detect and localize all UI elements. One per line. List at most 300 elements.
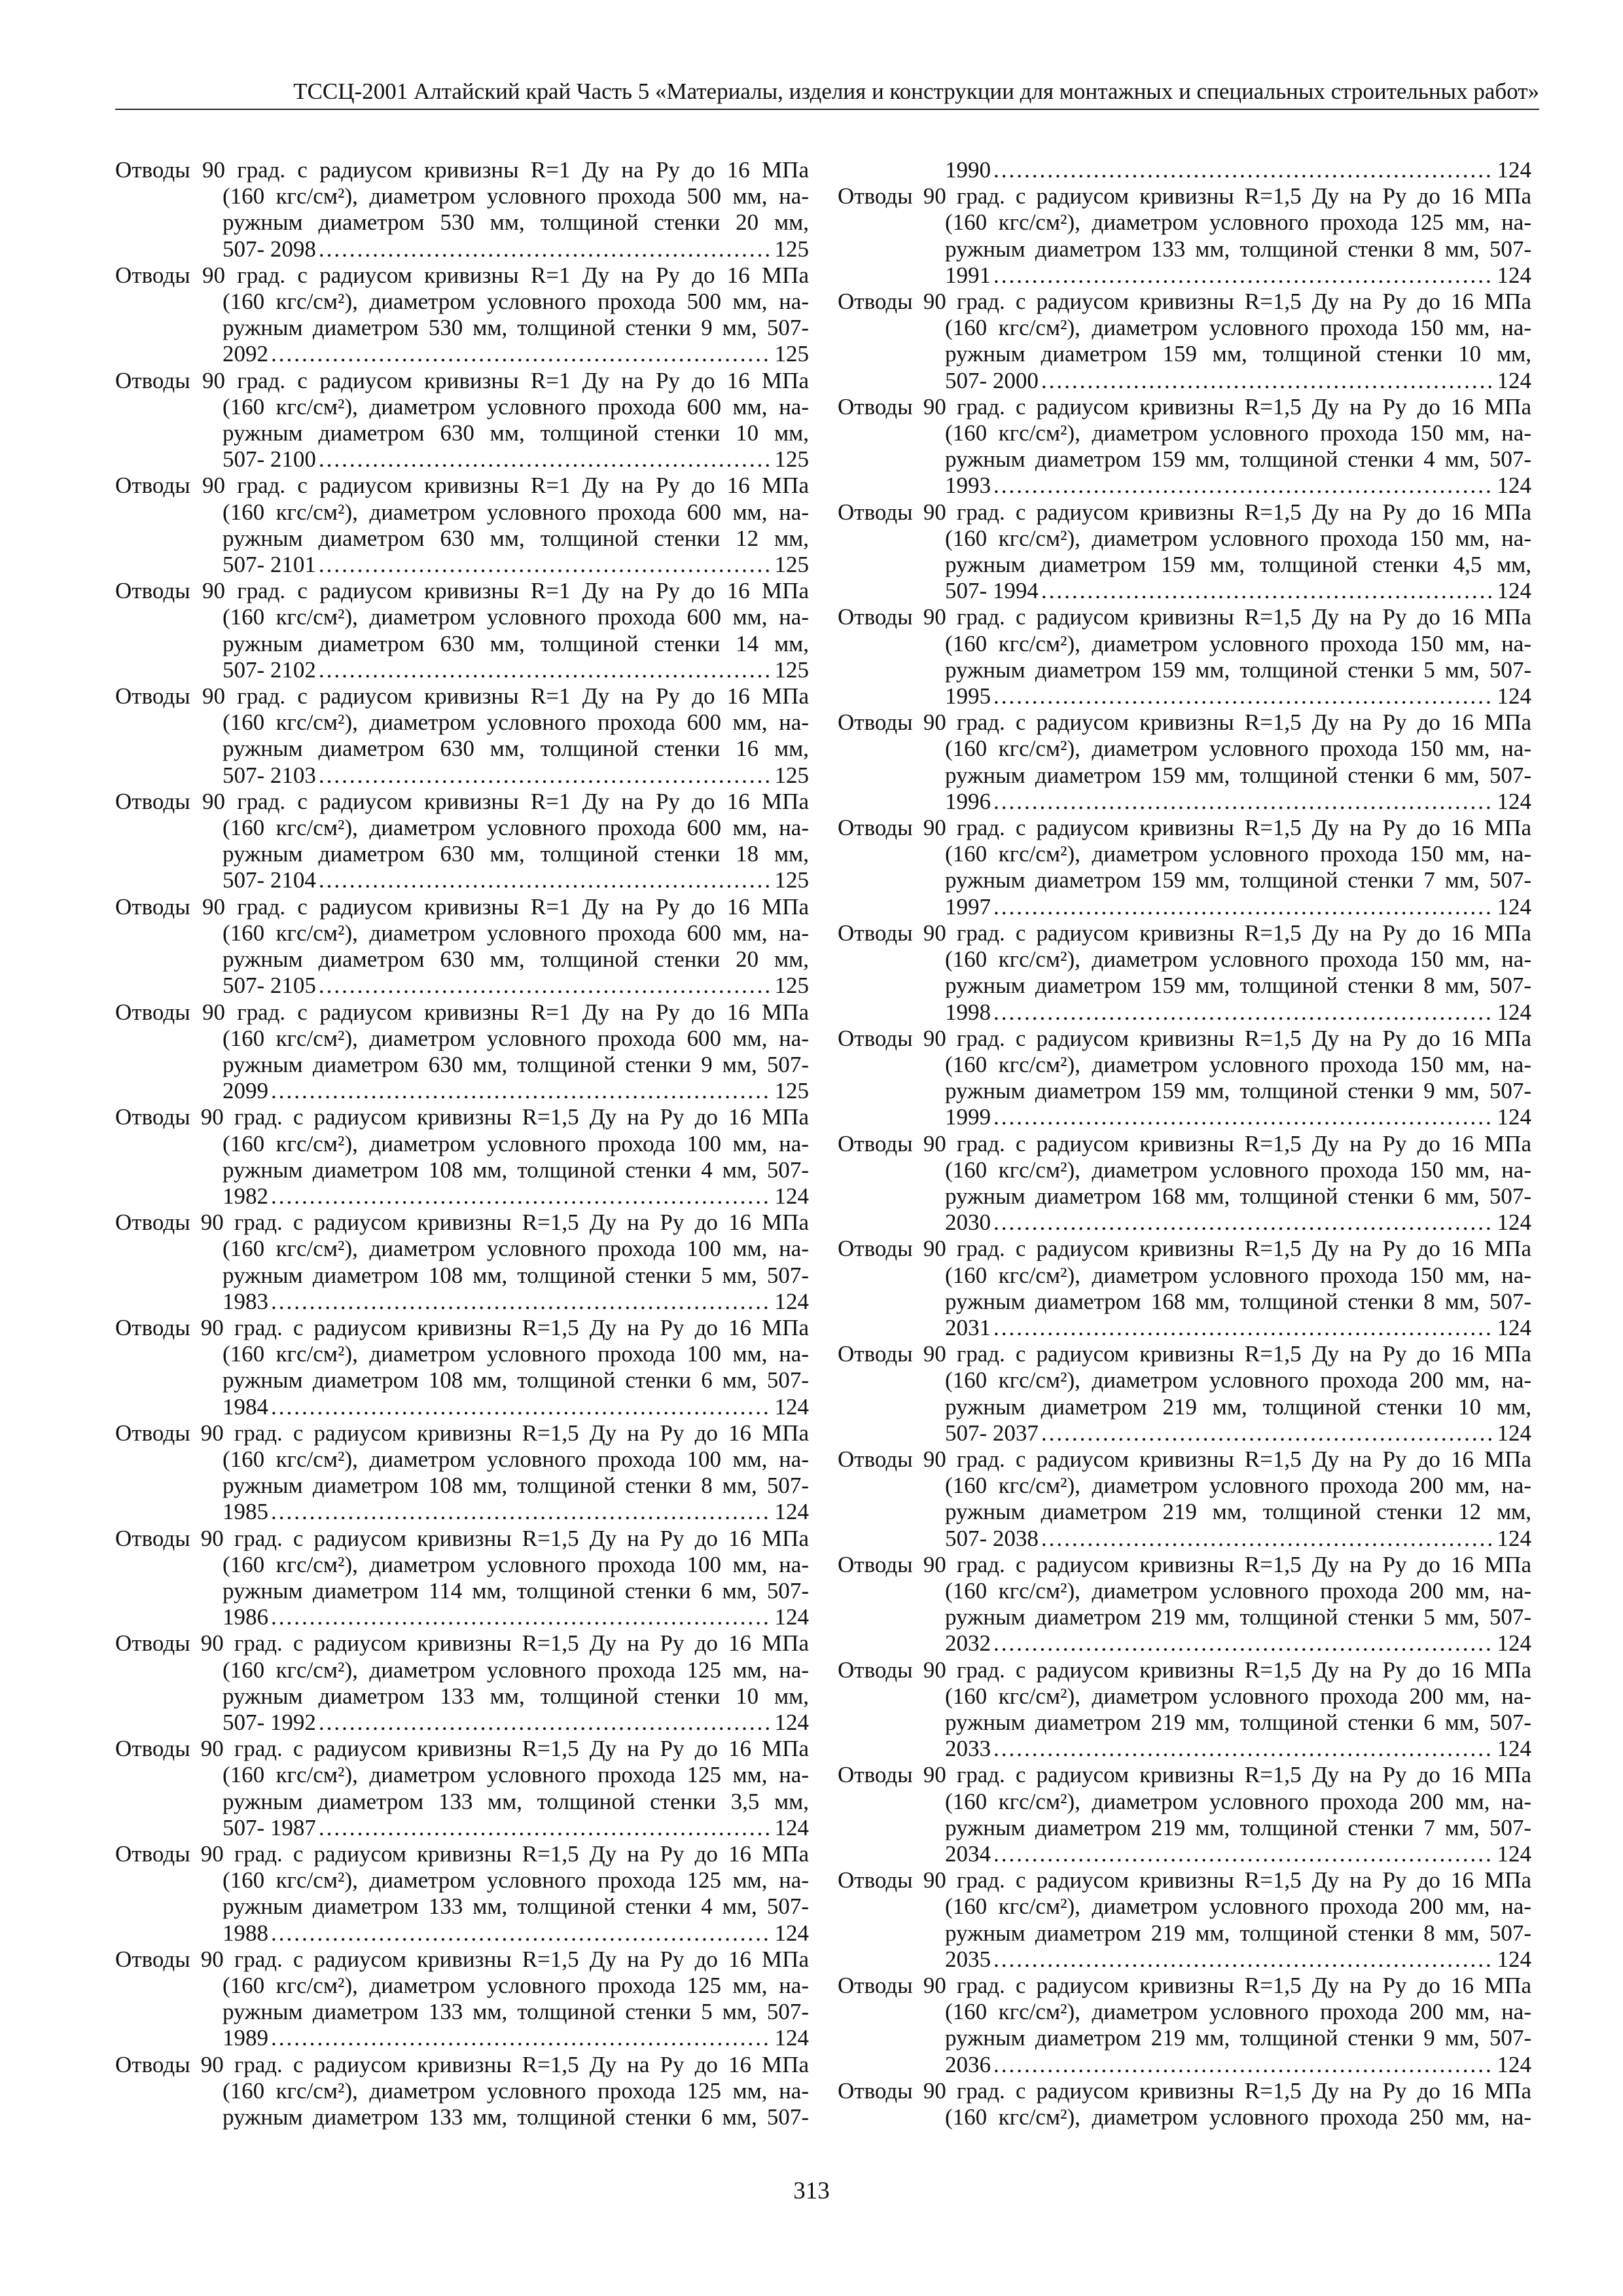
entry-code: 2033 [945, 1736, 991, 1762]
entry-code: 1996 [945, 788, 991, 814]
entry-reference [115, 1394, 809, 1420]
entry-text: (160 кгс/см²), диаметром условного прохода 200 мм, на- [945, 1367, 1531, 1393]
entry-reference [115, 1183, 809, 1210]
index-entry [838, 1552, 1531, 1657]
dot-leader [271, 1499, 772, 1525]
entry-text: (160 кгс/см²), диаметром условного прохода 200 мм, на- [945, 1999, 1531, 2025]
entry-page: 124 [774, 1393, 809, 1420]
entry-code: 2092 [223, 341, 268, 367]
entry-text: ружным диаметром 219 мм, толщиной стенки 10 мм, [945, 1393, 1531, 1420]
entry-text: ружным диаметром 159 мм, толщиной стенки 7 мм, 507- [945, 867, 1531, 893]
dot-leader [993, 1736, 1495, 1762]
dot-leader [319, 446, 772, 473]
entry-reference [115, 1604, 809, 1630]
entry-page: 124 [1497, 2051, 1531, 2077]
entry-text: (160 кгс/см²), диаметром условного прохода 150 мм, на- [945, 420, 1531, 446]
dot-leader [319, 657, 772, 683]
entry-code: 1984 [223, 1393, 268, 1420]
entry-code: 2035 [945, 1946, 991, 1972]
entry-code: 1982 [223, 1183, 268, 1209]
entry-code: 507- 2098 [223, 236, 316, 262]
entry-text: (160 кгс/см²), диаметром условного прохода 500 мм, на- [223, 183, 809, 209]
dot-leader [319, 1710, 772, 1736]
entry-text: ружным диаметром 219 мм, толщиной стенки 6 мм, 507- [945, 1709, 1531, 1735]
entry-page: 125 [774, 867, 809, 893]
entry-reference [838, 473, 1531, 499]
entry-text: (160 кгс/см²), диаметром условного прохода 600 мм, на- [223, 604, 809, 630]
entry-title: Отводы 90 град. с радиусом кривизны R=1,5 Ду на Ру до 16 МПа [115, 1525, 809, 1551]
entry-code: 507- 1992 [223, 1709, 316, 1735]
entry-text: ружным диаметром 630 мм, толщиной стенки 14 мм, [223, 630, 809, 656]
dot-leader [993, 999, 1495, 1026]
entry-page: 124 [1497, 1210, 1531, 1236]
entry-text: ружным диаметром 159 мм, толщиной стенки 8 мм, 507- [945, 973, 1531, 999]
index-entry [115, 894, 809, 999]
entry-reference [115, 657, 809, 683]
entry-text: ружным диаметром 133 мм, толщиной стенки 6 мм, 507- [223, 2104, 809, 2130]
entry-code: 1997 [945, 893, 991, 920]
entry-code: 507- 2101 [223, 552, 316, 578]
entry-code: 2034 [945, 1841, 991, 1867]
index-entry [838, 920, 1531, 1026]
entry-title: Отводы 90 град. с радиусом кривизны R=1,5 Ду на Ру до 16 МПа [115, 1946, 809, 1972]
entry-page: 124 [1497, 262, 1531, 288]
entry-page: 124 [1497, 1946, 1531, 1972]
entry-text: (160 кгс/см²), диаметром условного прохода 600 мм, на- [223, 815, 809, 841]
entry-text: ружным диаметром 108 мм, толщиной стенки 4 мм, 507- [223, 1157, 809, 1183]
entry-code: 1999 [945, 1104, 991, 1130]
entry-title: Отводы 90 град. с радиусом кривизны R=1,5 Ду на Ру до 16 МПа [838, 1130, 1531, 1157]
entry-text: (160 кгс/см²), диаметром условного прохода 150 мм, на- [945, 736, 1531, 762]
entry-text: ружным диаметром 630 мм, толщиной стенки 9 мм, 507- [223, 1051, 809, 1077]
entry-page: 124 [1497, 1420, 1531, 1446]
entry-page: 124 [1497, 1630, 1531, 1657]
entry-text: (160 кгс/см²), диаметром условного прохода 600 мм, на- [223, 920, 809, 946]
index-entry [115, 1841, 809, 1946]
entry-title: Отводы 90 град. с радиусом кривизны R=1,5 Ду на Ру до 16 МПа [838, 1551, 1531, 1577]
entry-title: Отводы 90 град. с радиусом кривизны R=1,5 Ду на Ру до 16 МПа [838, 1236, 1531, 1262]
entry-page: 125 [774, 656, 809, 683]
entry-text: (160 кгс/см²), диаметром условного прохода 150 мм, на- [945, 946, 1531, 973]
entry-text: ружным диаметром 530 мм, толщиной стенки 9 мм, 507- [223, 315, 809, 341]
dot-leader [1041, 1420, 1495, 1446]
index-entry [115, 1420, 809, 1526]
entry-text: ружным диаметром 159 мм, толщиной стенки 10 мм, [945, 341, 1531, 367]
index-entry [838, 1026, 1531, 1131]
entry-title: Отводы 90 град. с радиусом кривизны R=1,5 Ду на Ру до 16 МПа [115, 1630, 809, 1657]
entry-page: 124 [774, 1499, 809, 1525]
entry-text: ружным диаметром 219 мм, толщиной стенки 7 мм, 507- [945, 1814, 1531, 1840]
index-entry [838, 1446, 1531, 1552]
entry-title: Отводы 90 град. с радиусом кривизны R=1,5 Ду на Ру до 16 МПа [838, 815, 1531, 841]
entry-code: 1993 [945, 473, 991, 499]
entry-code: 1988 [223, 1920, 268, 1946]
dot-leader [271, 1394, 772, 1420]
entry-reference [838, 789, 1531, 815]
dot-leader [993, 1210, 1495, 1236]
index-entry [838, 709, 1531, 815]
dot-leader [271, 1078, 772, 1104]
dot-leader [993, 473, 1495, 499]
entry-reference [115, 446, 809, 473]
entry-page: 124 [774, 1183, 809, 1209]
entry-text: (160 кгс/см²), диаметром условного прохода 500 мм, на- [223, 289, 809, 315]
entry-reference [115, 341, 809, 367]
running-header: ТССЦ-2001 Алтайский край Часть 5 «Материалы, изделия и конструкции для монтажных и специальных строительных работ» [115, 77, 1539, 110]
entry-code: 1990 [945, 157, 991, 183]
dot-leader [993, 2052, 1495, 2078]
entry-code: 2031 [945, 1314, 991, 1340]
entry-title: Отводы 90 град. с радиусом кривизны R=1,5 Ду на Ру до 16 МПа [115, 1104, 809, 1130]
entry-text: (160 кгс/см²), диаметром условного прохода 200 мм, на- [945, 1893, 1531, 1920]
entry-text: ружным диаметром 133 мм, толщиной стенки 8 мм, 507- [945, 236, 1531, 262]
entry-page: 124 [1497, 1841, 1531, 1867]
index-entry [115, 473, 809, 578]
entry-text: (160 кгс/см²), диаметром условного прохода 150 мм, на- [945, 1262, 1531, 1288]
entry-text: (160 кгс/см²), диаметром условного прохода 100 мм, на- [223, 1551, 809, 1577]
entry-code: 1995 [945, 683, 991, 709]
entry-page: 124 [1497, 367, 1531, 393]
entry-text: (160 кгс/см²), диаметром условного прохода 150 мм, на- [945, 525, 1531, 551]
entry-title: Отводы 90 град. с радиусом кривизны R=1 Ду на Ру до 16 МПа [115, 473, 809, 499]
entry-reference [838, 1630, 1531, 1657]
dot-leader [271, 1289, 772, 1315]
entry-page: 125 [774, 446, 809, 473]
entry-reference [838, 1736, 1531, 1762]
entry-reference [838, 262, 1531, 289]
entry-code: 1986 [223, 1604, 268, 1630]
dot-leader [993, 683, 1495, 709]
index-entry [838, 815, 1531, 920]
entry-page: 124 [1497, 893, 1531, 920]
dot-leader [1041, 368, 1495, 394]
entry-title: Отводы 90 град. с радиусом кривизны R=1,5 Ду на Ру до 16 МПа [838, 1657, 1531, 1683]
dot-leader [271, 2025, 772, 2051]
entry-text: (160 кгс/см²), диаметром условного прохода 125 мм, на- [223, 1867, 809, 1893]
entry-text: ружным диаметром 108 мм, толщиной стенки 6 мм, 507- [223, 1367, 809, 1393]
entry-text: (160 кгс/см²), диаметром условного прохода 125 мм, на- [945, 209, 1531, 236]
entry-code: 2099 [223, 1078, 268, 1104]
entry-reference [115, 1078, 809, 1104]
entry-code: 2036 [945, 2051, 991, 2077]
dot-leader [271, 1920, 772, 1946]
entry-reference [838, 1841, 1531, 1867]
entry-reference [115, 867, 809, 893]
index-entry [115, 1736, 809, 1841]
entry-text: ружным диаметром 133 мм, толщиной стенки 5 мм, 507- [223, 1999, 809, 2025]
entry-page: 124 [774, 1288, 809, 1314]
entry-text: ружным диаметром 219 мм, толщиной стенки 8 мм, 507- [945, 1920, 1531, 1946]
entry-text: (160 кгс/см²), диаметром условного прохода 150 мм, на- [945, 1051, 1531, 1077]
entry-page: 125 [774, 973, 809, 999]
dot-leader [271, 1183, 772, 1210]
index-entry [115, 1210, 809, 1315]
entry-title: Отводы 90 град. с радиусом кривизны R=1 Ду на Ру до 16 МПа [115, 262, 809, 288]
index-entry [115, 157, 809, 262]
entry-reference [838, 1526, 1531, 1552]
entry-page: 124 [1497, 157, 1531, 183]
entry-title: Отводы 90 град. с радиусом кривизны R=1,5 Ду на Ру до 16 МПа [838, 289, 1531, 315]
entry-text: (160 кгс/см²), диаметром условного прохода 100 мм, на- [223, 1446, 809, 1472]
entry-code: 1985 [223, 1499, 268, 1525]
entry-reference [838, 999, 1531, 1026]
entry-reference [838, 578, 1531, 604]
entry-title: Отводы 90 град. с радиусом кривизны R=1 Ду на Ру до 16 МПа [115, 788, 809, 814]
entry-page: 125 [774, 552, 809, 578]
entry-reference [838, 1946, 1531, 1973]
entry-reference [115, 236, 809, 262]
entry-text: ружным диаметром 219 мм, толщиной стенки 12 мм, [945, 1499, 1531, 1525]
entry-title: Отводы 90 град. с радиусом кривизны R=1 Ду на Ру до 16 МПа [115, 367, 809, 393]
dot-leader [271, 1604, 772, 1630]
index-entry [115, 1526, 809, 1631]
entry-title: Отводы 90 град. с радиусом кривизны R=1,5 Ду на Ру до 16 МПа [115, 1420, 809, 1446]
entry-reference [838, 894, 1531, 920]
entry-page: 124 [774, 2025, 809, 2051]
entry-text: (160 кгс/см²), диаметром условного прохода 150 мм, на- [945, 315, 1531, 341]
entry-title: Отводы 90 град. с радиусом кривизны R=1,5 Ду на Ру до 16 МПа [838, 1341, 1531, 1367]
entry-text: (160 кгс/см²), диаметром условного прохода 100 мм, на- [223, 1341, 809, 1367]
entry-title: Отводы 90 град. с радиусом кривизны R=1 Ду на Ру до 16 МПа [115, 683, 809, 709]
entry-reference [115, 552, 809, 578]
entry-text: ружным диаметром 630 мм, толщиной стенки 18 мм, [223, 841, 809, 867]
entry-text: ружным диаметром 133 мм, толщиной стенки 10 мм, [223, 1683, 809, 1709]
index-entry [838, 394, 1531, 499]
entry-title: Отводы 90 град. с радиусом кривизны R=1,5 Ду на Ру до 16 МПа [115, 2051, 809, 2077]
entry-text: ружным диаметром 114 мм, толщиной стенки 6 мм, 507- [223, 1577, 809, 1604]
entry-title: Отводы 90 град. с радиусом кривизны R=1,5 Ду на Ру до 16 МПа [115, 1736, 809, 1762]
entry-page: 124 [1497, 578, 1531, 604]
entry-text: ружным диаметром 133 мм, толщиной стенки 4 мм, 507- [223, 1893, 809, 1920]
entry-page: 124 [1497, 999, 1531, 1025]
index-entry [838, 1762, 1531, 1867]
index-entry [115, 262, 809, 368]
entry-text: ружным диаметром 133 мм, толщиной стенки 3,5 мм, [223, 1788, 809, 1814]
dot-leader [993, 1630, 1495, 1657]
entry-code: 507- 2103 [223, 762, 316, 788]
entry-title: Отводы 90 град. с радиусом кривизны R=1,5 Ду на Ру до 16 МПа [115, 1210, 809, 1236]
index-entry [115, 578, 809, 683]
dot-leader [319, 867, 772, 893]
entry-title: Отводы 90 град. с радиусом кривизны R=1,5 Ду на Ру до 16 МПа [838, 920, 1531, 946]
entry-text: ружным диаметром 630 мм, толщиной стенки 12 мм, [223, 525, 809, 551]
dot-leader [993, 157, 1495, 183]
entry-page: 124 [1497, 1525, 1531, 1551]
dot-leader [319, 1815, 772, 1841]
entry-page: 124 [1497, 473, 1531, 499]
entry-text: ружным диаметром 108 мм, толщиной стенки 8 мм, 507- [223, 1473, 809, 1499]
entry-text: ружным диаметром 168 мм, толщиной стенки 8 мм, 507- [945, 1288, 1531, 1314]
index-column-right [838, 157, 1531, 2130]
index-entry [838, 289, 1531, 394]
index-entry [838, 1973, 1531, 2078]
index-entry [115, 2052, 809, 2131]
entry-title: Отводы 90 град. с радиусом кривизны R=1,5 Ду на Ру до 16 МПа [115, 1314, 809, 1340]
entry-reference [838, 1104, 1531, 1130]
page-number: 313 [793, 2178, 830, 2204]
entry-text: (160 кгс/см²), диаметром условного прохода 250 мм, на- [945, 2104, 1531, 2130]
entry-title: Отводы 90 град. с радиусом кривизны R=1 Ду на Ру до 16 МПа [115, 157, 809, 183]
entry-text: (160 кгс/см²), диаметром условного прохода 600 мм, на- [223, 1025, 809, 1051]
index-entry [115, 1630, 809, 1736]
entry-text: (160 кгс/см²), диаметром условного прохода 600 мм, на- [223, 393, 809, 420]
entry-reference [115, 973, 809, 999]
entry-title: Отводы 90 град. с радиусом кривизны R=1,5 Ду на Ру до 16 МПа [838, 2077, 1531, 2104]
index-entry [115, 1946, 809, 2052]
entry-text: ружным диаметром 159 мм, толщиной стенки 4 мм, 507- [945, 446, 1531, 473]
entry-title: Отводы 90 град. с радиусом кривизны R=1,5 Ду на Ру до 16 МПа [838, 499, 1531, 525]
index-entry [115, 683, 809, 789]
entry-reference [838, 368, 1531, 394]
index-entry [838, 2078, 1531, 2130]
entry-reference [838, 157, 1531, 183]
entry-text: (160 кгс/см²), диаметром условного прохода 125 мм, на- [223, 1657, 809, 1683]
entry-reference [838, 1315, 1531, 1341]
entry-text: (160 кгс/см²), диаметром условного прохода 200 мм, на- [945, 1473, 1531, 1499]
index-entry [838, 157, 1531, 183]
entry-text: (160 кгс/см²), диаметром условного прохода 200 мм, на- [945, 1788, 1531, 1814]
index-entry [115, 789, 809, 894]
dot-leader [993, 1841, 1495, 1867]
entry-text: (160 кгс/см²), диаметром условного прохода 600 мм, на- [223, 499, 809, 525]
entry-code: 507- 2100 [223, 446, 316, 473]
entry-text: (160 кгс/см²), диаметром условного прохода 150 мм, на- [945, 841, 1531, 867]
dot-leader [319, 552, 772, 578]
dot-leader [319, 762, 772, 789]
entry-code: 507- 2037 [945, 1420, 1039, 1446]
index-entry [838, 1236, 1531, 1341]
dot-leader [319, 973, 772, 999]
index-entry [838, 1657, 1531, 1763]
entry-text: (160 кгс/см²), диаметром условного прохода 150 мм, на- [945, 630, 1531, 656]
entry-title: Отводы 90 град. с радиусом кривизны R=1 Ду на Ру до 16 МПа [115, 893, 809, 920]
entry-code: 507- 2105 [223, 973, 316, 999]
entry-title: Отводы 90 град. с радиусом кривизны R=1,5 Ду на Ру до 16 МПа [838, 393, 1531, 420]
entry-text: ружным диаметром 219 мм, толщиной стенки 9 мм, 507- [945, 2025, 1531, 2051]
entry-code: 1998 [945, 999, 991, 1025]
index-entry [838, 1131, 1531, 1236]
entry-title: Отводы 90 град. с радиусом кривизны R=1,5 Ду на Ру до 16 МПа [838, 1867, 1531, 1893]
entry-page: 124 [1497, 788, 1531, 814]
entry-page: 124 [1497, 1104, 1531, 1130]
dot-leader [319, 236, 772, 262]
index-entry [115, 1104, 809, 1210]
entry-page: 124 [1497, 1736, 1531, 1762]
index-column-left [115, 157, 809, 2130]
entry-text: (160 кгс/см²), диаметром условного прохода 100 мм, на- [223, 1130, 809, 1157]
dot-leader [993, 789, 1495, 815]
entry-page: 125 [774, 1078, 809, 1104]
entry-text: ружным диаметром 219 мм, толщиной стенки 5 мм, 507- [945, 1604, 1531, 1630]
entry-code: 507- 1994 [945, 578, 1039, 604]
index-entry [838, 604, 1531, 709]
entry-code: 1989 [223, 2025, 268, 2051]
entry-reference [115, 1499, 809, 1525]
entry-text: ружным диаметром 630 мм, толщиной стенки 16 мм, [223, 736, 809, 762]
entry-page: 125 [774, 762, 809, 788]
entry-code: 507- 1987 [223, 1814, 316, 1840]
dot-leader [993, 1315, 1495, 1341]
entry-text: (160 кгс/см²), диаметром условного прохода 125 мм, на- [223, 2077, 809, 2104]
entry-text: ружным диаметром 168 мм, толщиной стенки 6 мм, 507- [945, 1183, 1531, 1209]
entry-reference [115, 1289, 809, 1315]
entry-title: Отводы 90 град. с радиусом кривизны R=1 Ду на Ру до 16 МПа [115, 578, 809, 604]
dot-leader [1041, 1526, 1495, 1552]
entry-page: 124 [774, 1814, 809, 1840]
entry-title: Отводы 90 град. с радиусом кривизны R=1,5 Ду на Ру до 16 МПа [838, 1446, 1531, 1472]
entry-title: Отводы 90 град. с радиусом кривизны R=1,5 Ду на Ру до 16 МПа [838, 1025, 1531, 1051]
index-entry [838, 1341, 1531, 1446]
entry-reference [838, 683, 1531, 709]
entry-title: Отводы 90 град. с радиусом кривизны R=1,5 Ду на Ру до 16 МПа [838, 1973, 1531, 1999]
entry-title: Отводы 90 град. с радиусом кривизны R=1,5 Ду на Ру до 16 МПа [838, 709, 1531, 736]
entry-text: ружным диаметром 159 мм, толщиной стенки 9 мм, 507- [945, 1078, 1531, 1104]
entry-text: ружным диаметром 159 мм, толщиной стенки 6 мм, 507- [945, 762, 1531, 788]
entry-text: (160 кгс/см²), диаметром условного прохода 200 мм, на- [945, 1577, 1531, 1604]
entry-text: ружным диаметром 630 мм, толщиной стенки 20 мм, [223, 946, 809, 973]
entry-text: ружным диаметром 630 мм, толщиной стенки 10 мм, [223, 420, 809, 446]
entry-reference [115, 2025, 809, 2051]
index-entry [838, 499, 1531, 605]
entry-reference [838, 1210, 1531, 1236]
entry-text: (160 кгс/см²), диаметром условного прохода 100 мм, на- [223, 1236, 809, 1262]
index-entry [115, 368, 809, 473]
entry-code: 507- 2000 [945, 367, 1039, 393]
entry-code: 2030 [945, 1210, 991, 1236]
index-entry [115, 999, 809, 1105]
entry-text: ружным диаметром 530 мм, толщиной стенки 20 мм, [223, 209, 809, 236]
entry-code: 2032 [945, 1630, 991, 1657]
entry-text: (160 кгс/см²), диаметром условного прохода 125 мм, на- [223, 1973, 809, 1999]
entry-code: 507- 2038 [945, 1525, 1039, 1551]
entry-text: ружным диаметром 108 мм, толщиной стенки 5 мм, 507- [223, 1262, 809, 1288]
dot-leader [993, 1104, 1495, 1130]
dot-leader [1041, 578, 1495, 604]
entry-page: 124 [774, 1604, 809, 1630]
entry-text: (160 кгс/см²), диаметром условного прохода 125 мм, на- [223, 1762, 809, 1788]
entry-title: Отводы 90 град. с радиусом кривизны R=1,5 Ду на Ру до 16 МПа [838, 1762, 1531, 1788]
entry-code: 507- 2104 [223, 867, 316, 893]
entry-page: 124 [1497, 683, 1531, 709]
entry-text: ружным диаметром 159 мм, толщиной стенки 5 мм, 507- [945, 656, 1531, 683]
entry-title: Отводы 90 град. с радиусом кривизны R=1 Ду на Ру до 16 МПа [115, 999, 809, 1025]
dot-leader [993, 262, 1495, 289]
entry-code: 1983 [223, 1288, 268, 1314]
entry-page: 125 [774, 341, 809, 367]
entry-text: (160 кгс/см²), диаметром условного прохода 600 мм, на- [223, 709, 809, 736]
entry-code: 507- 2102 [223, 656, 316, 683]
entry-page: 124 [774, 1920, 809, 1946]
entry-reference [838, 1420, 1531, 1446]
entry-text: (160 кгс/см²), диаметром условного прохода 200 мм, на- [945, 1683, 1531, 1709]
dot-leader [993, 894, 1495, 920]
entry-reference [115, 1710, 809, 1736]
entry-page: 124 [1497, 1314, 1531, 1340]
dot-leader [993, 1946, 1495, 1973]
entry-title: Отводы 90 град. с радиусом кривизны R=1,5 Ду на Ру до 16 МПа [838, 604, 1531, 630]
entry-reference [115, 1815, 809, 1841]
index-entry [838, 1867, 1531, 1973]
entry-reference [838, 2052, 1531, 2078]
dot-leader [271, 341, 772, 367]
index-entry [115, 1315, 809, 1420]
entry-page: 124 [774, 1709, 809, 1735]
entry-reference [115, 1920, 809, 1946]
entry-reference [115, 762, 809, 789]
entry-page: 125 [774, 236, 809, 262]
index-entry [838, 183, 1531, 289]
entry-title: Отводы 90 град. с радиусом кривизны R=1,5 Ду на Ру до 16 МПа [838, 183, 1531, 209]
